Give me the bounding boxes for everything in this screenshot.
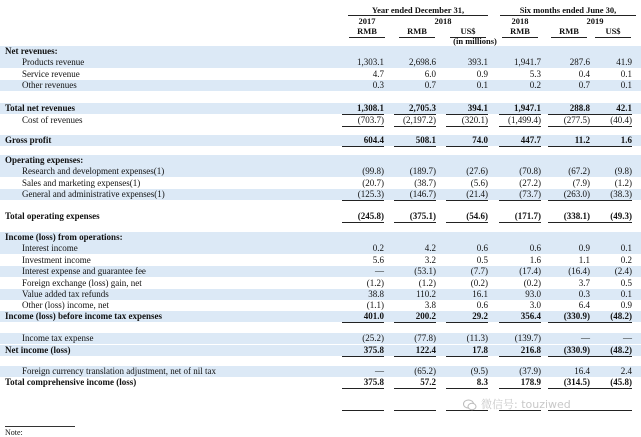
row-value: (0.2): [523, 278, 541, 288]
subtotal-rule: [446, 222, 488, 223]
subtotal-rule: [548, 126, 590, 127]
subtotal-rule: [499, 388, 541, 389]
row-label: Operating expenses:: [5, 155, 84, 165]
row-value: 287.6: [569, 57, 590, 67]
subtotal-rule: [548, 222, 590, 223]
row-value: (38.7): [414, 178, 436, 188]
row-value: 122.4: [415, 345, 436, 355]
subtotal-rule: [394, 200, 436, 201]
row-value: 393.1: [467, 57, 488, 67]
row-value: (7.9): [572, 178, 590, 188]
table-row: [0, 80, 641, 91]
header-year-ended: Year ended December 31,: [371, 5, 465, 15]
row-value: 356.4: [520, 311, 541, 321]
row-value: (338.1): [563, 211, 590, 221]
row-value: (277.5): [563, 115, 590, 125]
row-value: 0.6: [476, 243, 488, 253]
table-row: [0, 135, 641, 146]
row-value: (11.3): [466, 333, 488, 343]
note-label: Note:: [5, 428, 23, 437]
row-value: 2.4: [620, 366, 632, 376]
row-value: 6.0: [424, 69, 436, 79]
row-value: (2,197.2): [403, 115, 436, 125]
table-row: [0, 166, 641, 177]
table-row: [0, 232, 641, 243]
row-value: 0.2: [372, 243, 384, 253]
subtotal-rule: [342, 200, 384, 201]
row-value: (45.8): [610, 377, 632, 387]
subtotal-rule: [590, 322, 632, 323]
row-value: 0.5: [476, 255, 488, 265]
row-value: (245.8): [357, 211, 384, 221]
table-row: [0, 366, 641, 377]
row-label: Value added tax refunds: [22, 289, 109, 299]
table-row: [0, 289, 641, 300]
row-value: 16.4: [574, 366, 590, 376]
row-value: (330.9): [563, 311, 590, 321]
row-value: 200.2: [415, 311, 436, 321]
row-label: Total net revenues: [5, 103, 76, 113]
subtotal-rule: [590, 388, 632, 389]
row-value: (1.1): [366, 300, 384, 310]
row-value: 1.1: [578, 255, 590, 265]
subtotal-rule: [548, 114, 590, 115]
row-value: 0.1: [620, 80, 632, 90]
row-value: 1,303.1: [357, 57, 384, 67]
row-value: 74.0: [472, 135, 488, 145]
row-value: 5.3: [529, 69, 541, 79]
subtotal-rule: [342, 410, 384, 411]
row-value: (125.3): [357, 189, 384, 199]
table-row: [0, 189, 641, 200]
subtotal-rule: [446, 114, 488, 115]
row-value: (1.2): [614, 178, 632, 188]
row-label: General and administrative expenses(1): [22, 189, 165, 199]
subtotal-rule: [499, 356, 541, 357]
row-label: Interest income: [22, 243, 78, 253]
subtotal-rule: [394, 410, 436, 411]
row-value: 216.8: [520, 345, 541, 355]
row-value: 0.9: [578, 243, 590, 253]
row-label: Products revenue: [22, 57, 85, 67]
row-value: (2.4): [614, 266, 632, 276]
row-value: (139.7): [514, 333, 541, 343]
row-value: 0.5: [620, 278, 632, 288]
row-value: (73.7): [519, 189, 541, 199]
subtotal-rule: [342, 222, 384, 223]
header-currency: US$: [460, 26, 476, 36]
header-currency: RMB: [407, 26, 427, 36]
header-currency: US$: [605, 26, 621, 36]
subtotal-rule: [548, 388, 590, 389]
row-value: 1,308.1: [357, 103, 384, 113]
row-value: 0.3: [372, 80, 384, 90]
header-currency-rule: [349, 37, 385, 38]
table-row: [0, 46, 641, 57]
row-value: 0.2: [529, 80, 541, 90]
subtotal-rule: [590, 356, 632, 357]
row-value: (48.2): [610, 345, 632, 355]
row-value: 4.2: [424, 243, 436, 253]
row-value: 29.2: [472, 311, 488, 321]
row-value: (16.4): [568, 266, 590, 276]
row-value: (7.7): [470, 266, 488, 276]
row-value: 16.1: [472, 289, 488, 299]
subtotal-rule: [394, 114, 436, 115]
row-value: 3.2: [424, 255, 436, 265]
row-value: (314.5): [563, 377, 590, 387]
table-row: [0, 266, 641, 277]
row-value: (703.7): [357, 115, 384, 125]
row-label: Investment income: [22, 255, 91, 265]
row-label: Income (loss) before income tax expenses: [5, 311, 163, 321]
row-value: 394.1: [467, 103, 488, 113]
row-value: (38.3): [610, 189, 632, 199]
row-value: —: [581, 333, 590, 343]
row-value: (21.4): [466, 189, 488, 199]
row-value: (9.8): [614, 166, 632, 176]
subtotal-rule: [394, 222, 436, 223]
row-value: (49.3): [610, 211, 632, 221]
subtotal-rule: [499, 222, 541, 223]
row-value: 1.6: [620, 135, 632, 145]
row-value: 6.4: [578, 300, 590, 310]
row-value: (263.0): [563, 189, 590, 199]
row-label: Total comprehensive income (loss): [5, 377, 137, 387]
row-value: 0.2: [620, 255, 632, 265]
row-value: (1.2): [418, 278, 436, 288]
header-year: 2019: [586, 16, 604, 26]
row-label: Income tax expense: [22, 333, 94, 343]
row-value: 1,941.7: [514, 57, 541, 67]
row-value: (48.2): [610, 311, 632, 321]
row-value: 401.0: [363, 311, 384, 321]
subtotal-rule: [342, 146, 384, 147]
row-value: 38.8: [368, 289, 384, 299]
row-value: 0.3: [578, 289, 590, 299]
row-value: 4.7: [372, 69, 384, 79]
subtotal-rule: [548, 146, 590, 147]
header-currency: RMB: [559, 26, 579, 36]
row-value: 0.1: [620, 289, 632, 299]
row-value: (146.7): [409, 189, 436, 199]
row-value: 375.8: [363, 345, 384, 355]
table-row: [0, 243, 641, 254]
row-label: Service revenue: [22, 69, 80, 79]
subtotal-rule: [499, 126, 541, 127]
subtotal-rule: [590, 114, 632, 115]
table-row: [0, 115, 641, 126]
row-value: 0.1: [620, 243, 632, 253]
table-row: [0, 345, 641, 356]
row-value: 0.9: [620, 300, 632, 310]
row-label: Gross profit: [5, 135, 52, 145]
subtotal-rule: [590, 126, 632, 127]
row-value: —: [375, 366, 384, 376]
row-value: (70.8): [519, 166, 541, 176]
row-value: 0.6: [476, 300, 488, 310]
row-value: (40.4): [610, 115, 632, 125]
row-value: 2,705.3: [409, 103, 436, 113]
row-value: (375.1): [409, 211, 436, 221]
row-label: Foreign exchange (loss) gain, net: [22, 278, 142, 288]
subtotal-rule: [342, 388, 384, 389]
row-value: 178.9: [520, 377, 541, 387]
row-value: 42.1: [616, 103, 632, 113]
row-value: 2,698.6: [409, 57, 436, 67]
subtotal-rule: [446, 322, 488, 323]
table-row: [0, 178, 641, 189]
row-value: 17.8: [472, 345, 488, 355]
row-value: 0.1: [476, 80, 488, 90]
subtotal-rule: [394, 322, 436, 323]
row-value: (65.2): [414, 366, 436, 376]
row-label: Interest expense and guarantee fee: [22, 266, 146, 276]
row-value: —: [623, 333, 632, 343]
row-value: 0.7: [424, 80, 436, 90]
table-row: [0, 155, 641, 166]
subtotal-rule: [342, 126, 384, 127]
subtotal-rule: [446, 356, 488, 357]
table-row: [0, 255, 641, 266]
row-value: 288.8: [569, 103, 590, 113]
subtotal-rule: [499, 200, 541, 201]
row-value: 508.1: [415, 135, 436, 145]
subtotal-rule: [499, 322, 541, 323]
row-value: 604.4: [363, 135, 384, 145]
row-label: Other revenues: [22, 80, 77, 90]
table-row: [0, 300, 641, 311]
watermark: [463, 398, 613, 412]
row-value: 0.1: [620, 69, 632, 79]
watermark-text: 微信号: touziwed: [481, 398, 571, 411]
subtotal-rule: [548, 200, 590, 201]
table-row: [0, 103, 641, 114]
row-value: (320.1): [461, 115, 488, 125]
row-value: (1,499.4): [508, 115, 541, 125]
subtotal-rule: [590, 222, 632, 223]
subtotal-rule: [446, 388, 488, 389]
subtotal-rule: [394, 388, 436, 389]
subtotal-rule: [446, 126, 488, 127]
row-value: (9.5): [470, 366, 488, 376]
row-value: 3.7: [578, 278, 590, 288]
row-label: Cost of revenues: [22, 115, 83, 125]
row-label: Research and development expenses(1): [22, 166, 165, 176]
row-value: (37.9): [519, 366, 541, 376]
row-value: 3.0: [529, 300, 541, 310]
table-row: [0, 377, 641, 388]
row-value: (27.2): [519, 178, 541, 188]
row-label: Sales and marketing expenses(1): [22, 178, 141, 188]
row-value: 57.2: [420, 377, 436, 387]
header-year: 2018: [511, 16, 529, 26]
table-row: [0, 57, 641, 68]
row-value: (27.6): [466, 166, 488, 176]
table-row: [0, 211, 641, 222]
subtotal-rule: [342, 356, 384, 357]
subtotal-rule: [446, 200, 488, 201]
row-value: (330.9): [563, 345, 590, 355]
subtotal-rule: [499, 146, 541, 147]
row-value: 93.0: [525, 289, 541, 299]
row-value: 5.6: [372, 255, 384, 265]
header-six-months: Six months ended June 30,: [519, 5, 617, 15]
header-unit: (in millions): [453, 36, 497, 46]
row-value: (53.1): [414, 266, 436, 276]
header-currency-rule: [595, 37, 631, 38]
header-currency: RMB: [510, 26, 530, 36]
subtotal-rule: [499, 114, 541, 115]
row-value: 447.7: [520, 135, 541, 145]
row-label: Foreign currency translation adjustment, net of nil tax: [22, 366, 216, 376]
subtotal-rule: [394, 146, 436, 147]
row-label: Other (loss) income, net: [22, 300, 109, 310]
row-value: 110.2: [416, 289, 436, 299]
row-value: 3.8: [424, 300, 436, 310]
table-row: [0, 311, 641, 322]
header-currency: RMB: [357, 26, 377, 36]
row-value: 1.6: [529, 255, 541, 265]
row-label: Total operating expenses: [5, 211, 100, 221]
row-value: 11.2: [574, 135, 590, 145]
wechat-icon: [463, 398, 477, 412]
note-rule: [5, 426, 75, 427]
header-currency-rule: [551, 37, 587, 38]
row-value: (99.8): [362, 166, 384, 176]
row-value: 0.6: [529, 243, 541, 253]
subtotal-rule: [548, 356, 590, 357]
subtotal-rule: [342, 114, 384, 115]
row-value: 41.9: [616, 57, 632, 67]
header-currency-rule: [399, 37, 435, 38]
row-value: (5.6): [470, 178, 488, 188]
row-value: 8.3: [476, 377, 488, 387]
row-value: (17.4): [519, 266, 541, 276]
row-value: (20.7): [362, 178, 384, 188]
subtotal-rule: [394, 126, 436, 127]
row-value: 0.4: [578, 69, 590, 79]
row-label: Income (loss) from operations:: [5, 232, 123, 242]
row-value: 0.9: [476, 69, 488, 79]
row-value: 375.8: [363, 377, 384, 387]
table-row: [0, 69, 641, 80]
row-value: (77.8): [414, 333, 436, 343]
subtotal-rule: [394, 356, 436, 357]
row-value: (25.2): [362, 333, 384, 343]
row-value: (0.2): [470, 278, 488, 288]
subtotal-rule: [548, 322, 590, 323]
row-value: 0.7: [578, 80, 590, 90]
row-value: (171.7): [514, 211, 541, 221]
row-value: (67.2): [568, 166, 590, 176]
row-value: (189.7): [409, 166, 436, 176]
row-value: (1.2): [366, 278, 384, 288]
row-label: Net income (loss): [5, 345, 71, 355]
row-label: Net revenues:: [5, 46, 58, 56]
row-value: 1,947.1: [514, 103, 541, 113]
subtotal-rule: [342, 322, 384, 323]
subtotal-rule: [590, 146, 632, 147]
table-row: [0, 333, 641, 344]
subtotal-rule: [446, 146, 488, 147]
row-value: (54.6): [466, 211, 488, 221]
header-year: 2018: [434, 16, 452, 26]
header-year: 2017: [358, 16, 376, 26]
subtotal-rule: [590, 200, 632, 201]
row-value: —: [375, 266, 384, 276]
table-row: [0, 278, 641, 289]
